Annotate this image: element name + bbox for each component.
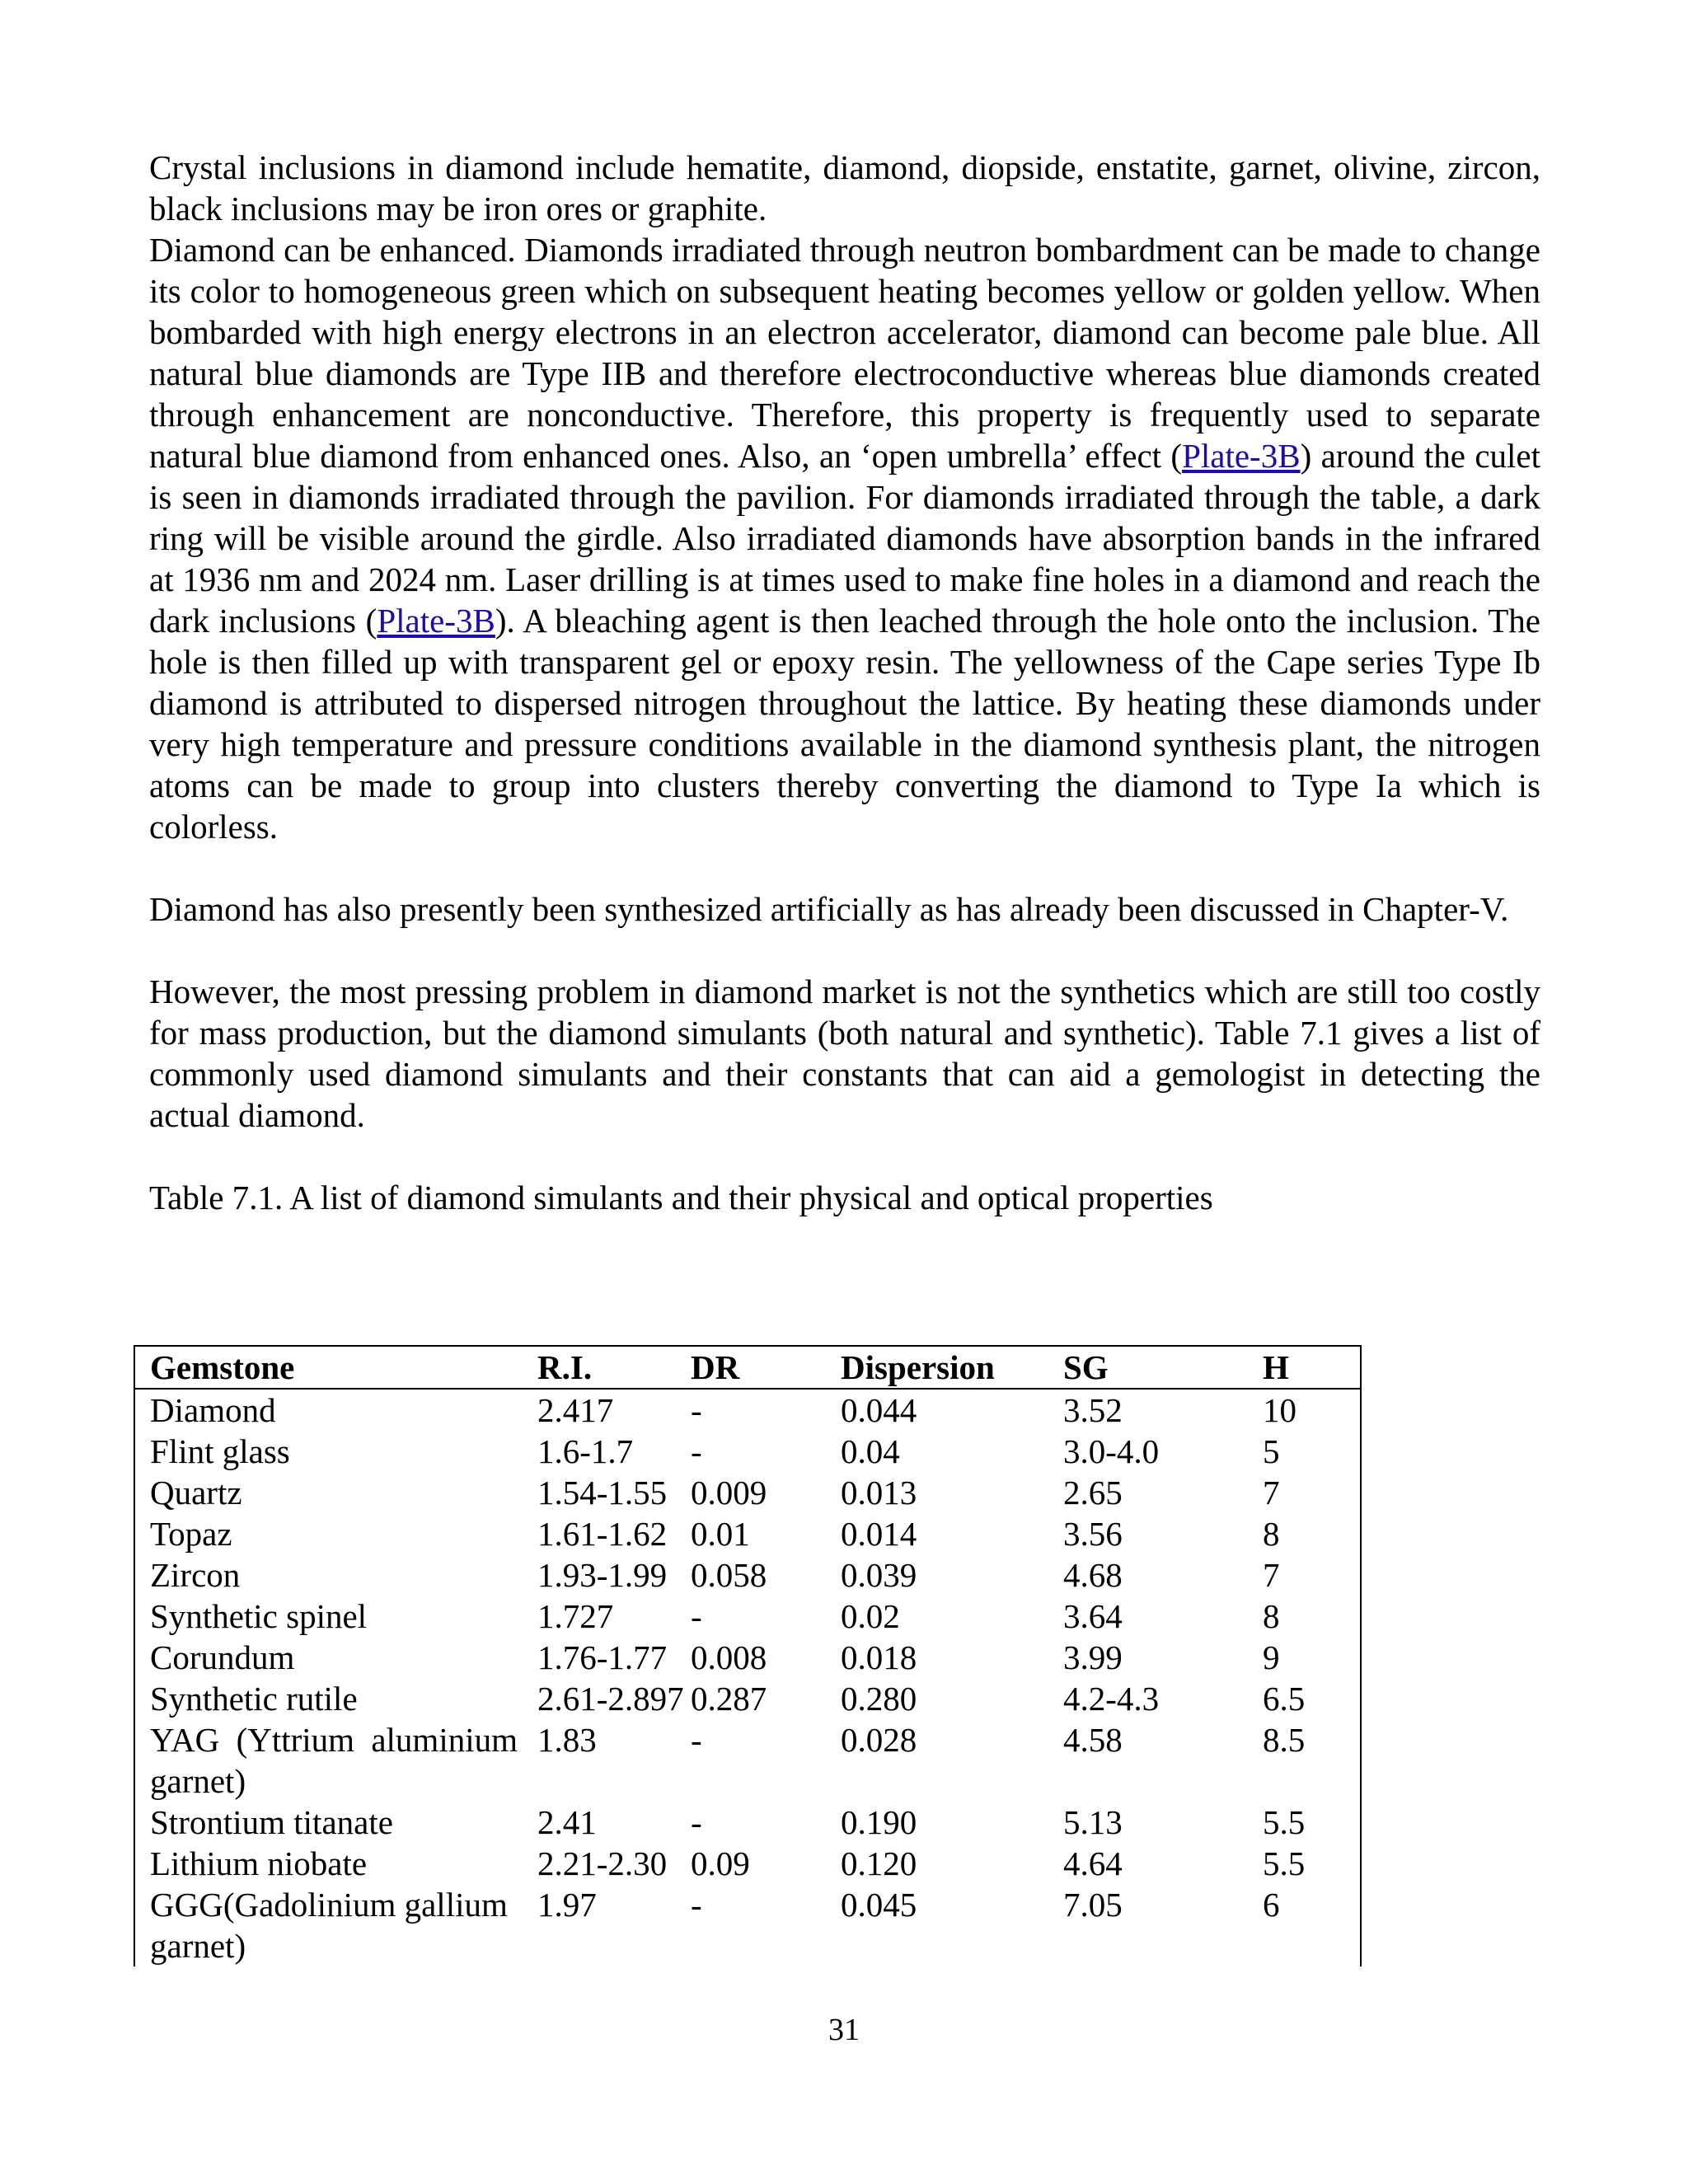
table-row — [135, 1596, 1360, 1637]
cell-dr: - — [691, 1886, 702, 1924]
cell-sg: 7.05 — [1063, 1886, 1123, 1924]
cell-sg: 2.65 — [1063, 1474, 1123, 1511]
spacer — [149, 847, 1540, 888]
cell-dr: - — [691, 1803, 702, 1841]
simulants-table — [134, 1345, 1362, 1966]
table-row — [135, 1389, 1360, 1431]
cell-ri: 2.41 — [537, 1803, 597, 1841]
table-row — [135, 1719, 1360, 1802]
cell-ri: 2.417 — [537, 1391, 614, 1429]
cell-hardness: 5.5 — [1263, 1803, 1306, 1841]
cell-dispersion: 0.045 — [841, 1886, 917, 1924]
table-row — [135, 1431, 1360, 1472]
paragraph-text: ) around the culet is seen in diamonds irradiated through the pavilion. For diamonds irradiated through the table, a dark ring will be visible around the girdle. Also irradiated diamonds have absorption bands in the infrared at 1936 nm and 2024 nm. Laser drilling is at times used to make fine holes in a diamond and reach the dark inclusions ( — [149, 437, 1540, 640]
paragraph-crystal-inclusions: Crystal inclusions in diamond include hematite, diamond, diopside, enstatite, garnet, olivine, zircon, black inclusions may be iron ores or graphite. — [149, 148, 1540, 227]
cell-gemstone: Synthetic rutile — [150, 1680, 358, 1718]
cell-dr: 0.009 — [691, 1474, 767, 1511]
cell-hardness: 8 — [1263, 1597, 1280, 1635]
cell-hardness: 6.5 — [1263, 1680, 1306, 1718]
cell-sg: 4.64 — [1063, 1844, 1123, 1882]
header-ri: R.I. — [537, 1347, 691, 1389]
cell-hardness: 8.5 — [1263, 1721, 1306, 1759]
page-body — [149, 147, 1540, 1218]
table-caption: Table 7.1. A list of diamond simulants and their physical and optical properties — [149, 1179, 1213, 1216]
cell-dispersion: 0.013 — [841, 1474, 917, 1511]
cell-ri: 1.54-1.55 — [537, 1474, 668, 1511]
cell-dr: 0.058 — [691, 1556, 767, 1594]
header-dispersion: Dispersion — [841, 1347, 1063, 1389]
cell-ri: 1.61-1.62 — [537, 1515, 668, 1553]
cell-dispersion: 0.280 — [841, 1680, 917, 1718]
cell-dispersion: 0.044 — [841, 1391, 917, 1429]
header-dr: DR — [691, 1347, 841, 1389]
header-hardness: H — [1263, 1347, 1360, 1389]
cell-dr: - — [691, 1432, 702, 1470]
cell-hardness: 5.5 — [1263, 1844, 1306, 1882]
cell-ri: 1.727 — [537, 1597, 614, 1635]
table-row — [135, 1637, 1360, 1678]
cell-dr: 0.09 — [691, 1844, 750, 1882]
paragraph-text: ). A bleaching agent is then leached through the hole onto the inclusion. The hole is then filled up with transparent gel or epoxy resin. The yellowness of the Cape series Type Ib diamond is attributed to dispersed nitrogen throughout the lattice. By heating these diamonds under very high temperature and pressure conditions available in the diamond synthesis plant, the nitrogen atoms can be made to group into clusters thereby converting the diamond to Type Ia which is colorless. — [149, 602, 1540, 846]
cell-ri: 1.83 — [537, 1721, 597, 1759]
cell-dr: - — [691, 1391, 702, 1429]
header-gemstone: Gemstone — [135, 1347, 537, 1389]
cell-dispersion: 0.02 — [841, 1597, 900, 1635]
cell-dr: - — [691, 1721, 702, 1759]
cell-ri: 2.61-2.897 — [537, 1680, 684, 1718]
cell-gemstone: Flint glass — [150, 1432, 290, 1470]
cell-gemstone: Synthetic spinel — [150, 1597, 368, 1635]
cell-hardness: 7 — [1263, 1556, 1280, 1594]
cell-hardness: 10 — [1263, 1391, 1296, 1429]
cell-dr: - — [691, 1597, 702, 1635]
cell-dispersion: 0.039 — [841, 1556, 917, 1594]
cell-gemstone: Topaz — [150, 1515, 232, 1553]
table-row — [135, 1802, 1360, 1843]
cell-hardness: 6 — [1263, 1886, 1280, 1924]
cell-sg: 4.68 — [1063, 1556, 1123, 1594]
plate-3b-link[interactable]: Plate-3B — [1182, 437, 1301, 475]
cell-ri: 1.76-1.77 — [537, 1638, 668, 1676]
cell-dr: 0.287 — [691, 1680, 767, 1718]
cell-gemstone: GGG(Gadolinium gallium garnet) — [150, 1886, 508, 1965]
table-row — [135, 1884, 1360, 1966]
cell-dispersion: 0.190 — [841, 1803, 917, 1841]
paragraph-synthesized: Diamond has also presently been synthesized artificially as has already been discussed in Chapter-V. — [149, 890, 1509, 928]
table-row — [135, 1678, 1360, 1719]
cell-ri: 1.97 — [537, 1886, 597, 1924]
cell-hardness: 9 — [1263, 1638, 1280, 1676]
cell-gemstone: Lithium niobate — [150, 1844, 368, 1882]
cell-dispersion: 0.018 — [841, 1638, 917, 1676]
cell-sg: 3.0-4.0 — [1063, 1432, 1160, 1470]
cell-sg: 4.2-4.3 — [1063, 1680, 1160, 1718]
cell-sg: 5.13 — [1063, 1803, 1123, 1841]
cell-dr: 0.01 — [691, 1515, 750, 1553]
cell-dispersion: 0.120 — [841, 1844, 917, 1882]
cell-gemstone: YAG (Yttrium aluminium garnet) — [150, 1721, 518, 1800]
paragraph-simulants: However, the most pressing problem in diamond market is not the synthetics which are still too costly for mass production, but the diamond simulants (both natural and synthetic). Table 7.1 gives a list of commonly used diamond simulants and their constants that can aid a gemologist in detecting the actual diamond. — [149, 972, 1540, 1134]
cell-ri: 1.6-1.7 — [537, 1432, 634, 1470]
spacer — [149, 930, 1540, 971]
cell-sg: 3.64 — [1063, 1597, 1123, 1635]
cell-dr: 0.008 — [691, 1638, 767, 1676]
cell-gemstone: Diamond — [150, 1391, 276, 1429]
cell-dispersion: 0.04 — [841, 1432, 900, 1470]
cell-dispersion: 0.014 — [841, 1515, 917, 1553]
cell-sg: 3.56 — [1063, 1515, 1123, 1553]
cell-gemstone: Zircon — [150, 1556, 241, 1594]
cell-gemstone: Corundum — [150, 1638, 295, 1676]
paragraph-diamond-enhancement — [149, 229, 1540, 847]
table-row — [135, 1554, 1360, 1596]
table-row — [135, 1513, 1360, 1554]
cell-ri: 1.93-1.99 — [537, 1556, 668, 1594]
table-row — [135, 1472, 1360, 1513]
cell-gemstone: Quartz — [150, 1474, 242, 1511]
table-row — [135, 1843, 1360, 1884]
spacer — [149, 1136, 1540, 1177]
cell-ri: 2.21-2.30 — [537, 1844, 668, 1882]
cell-sg: 3.99 — [1063, 1638, 1123, 1676]
cell-hardness: 8 — [1263, 1515, 1280, 1553]
cell-gemstone: Strontium titanate — [150, 1803, 393, 1841]
table-header-row — [135, 1347, 1360, 1389]
header-sg: SG — [1063, 1347, 1263, 1389]
cell-sg: 3.52 — [1063, 1391, 1123, 1429]
plate-3b-link[interactable]: Plate-3B — [377, 602, 495, 640]
page-number: 31 — [828, 2013, 860, 2047]
paragraph-text: Diamond can be enhanced. Diamonds irradiated through neutron bombardment can be made to change its color to homogeneous green which on subsequent heating becomes yellow or golden yellow. When bombarded with high energy electrons in an electron accelerator, diamond can become pale blue. All natural blue diamonds are Type IIB and therefore electroconductive whereas blue diamonds created through enhancement are nonconductive. Therefore, this property is frequently used to separate natural blue diamond from enhanced ones. Also, an ‘open umbrella’ effect ( — [149, 231, 1540, 475]
cell-sg: 4.58 — [1063, 1721, 1123, 1759]
cell-dispersion: 0.028 — [841, 1721, 917, 1759]
cell-hardness: 7 — [1263, 1474, 1280, 1511]
cell-hardness: 5 — [1263, 1432, 1280, 1470]
